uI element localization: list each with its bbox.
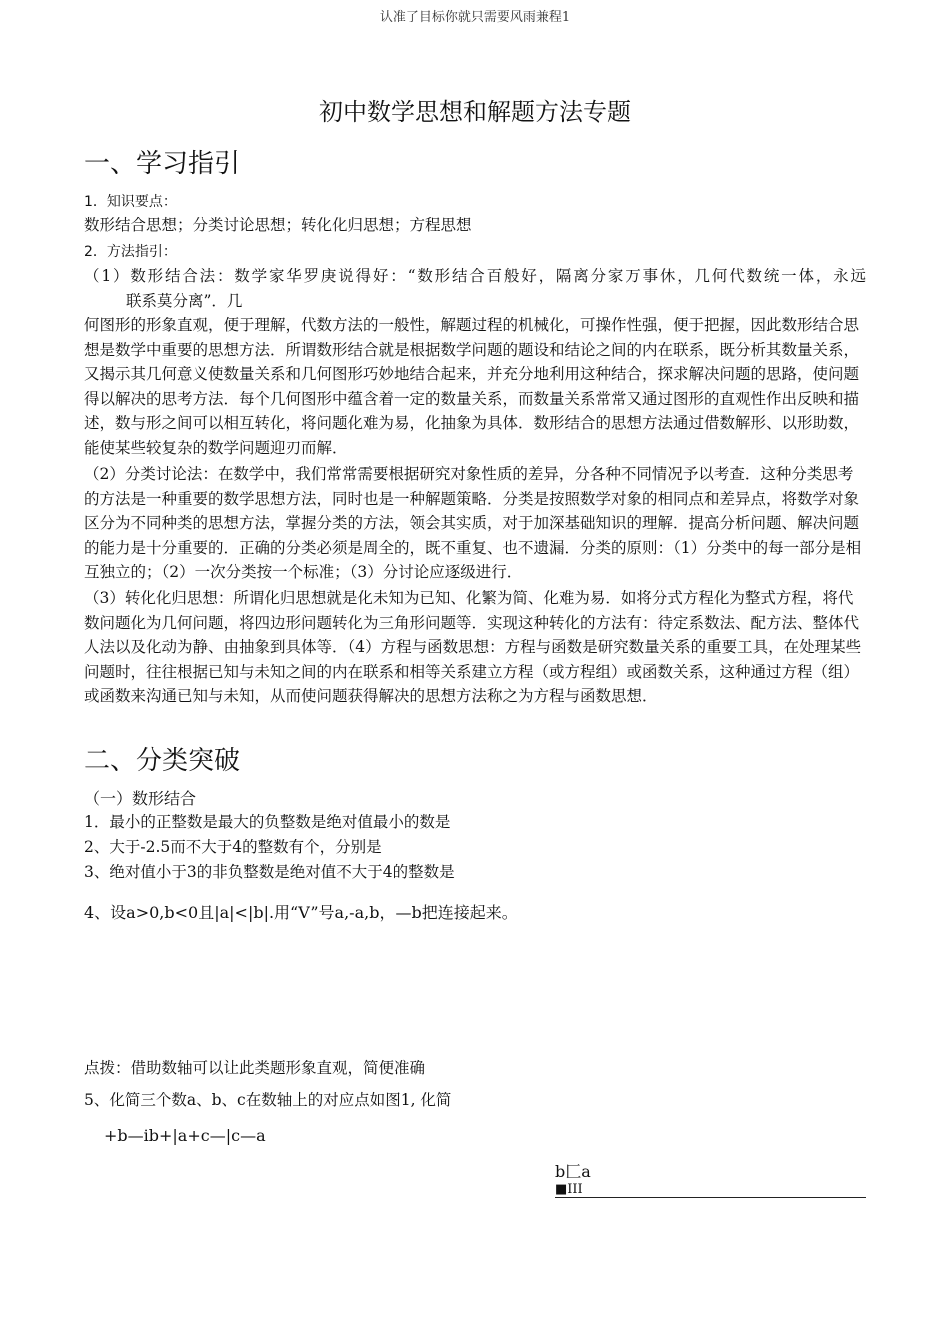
expression: +b—ib+|a+c—|c—a — [104, 1126, 266, 1145]
section-heading-guide: 一、学习指引 — [84, 149, 241, 179]
knowledge-label: 1．知识要点： — [84, 194, 177, 210]
method2-body: （2）分类讨论法：在数学中，我们常常需要根据研究对象性质的差异，分各种不同情况予以考查．这种分类思考的方法是一种重要的数学思想方法，同时也是一种解题策略．分类是按照数学对象的相同点和差异点，将数学对象区分为不同种类的思想方法，掌握分类的方法，领会其实质，对于加深基础知识的理解．提高分析问题、解决问题的能力是十分重要的．正确的分类必须是周全的，既不重复、也不遗漏．分类的原则：（1）分类中的每一部分是相互独立的；（2）一次分类按一个标准；（3）分讨论应逐级进行． — [84, 465, 862, 582]
figure-point-labels: b匚a — [555, 1162, 591, 1181]
method1-body: 何图形的形象直观，便于理解，代数方法的一般性，解题过程的机械化，可操作性强，便于把握，因此数形结合思想是数学中重要的思想方法．所谓数形结合就是根据数学问题的题设和结论之间的内在联系，既分析其数量关系，又揭示其几何意义使数量关系和几何图形巧妙地结合起来，并充分地利用这种结合，探求解决问题的思路，使问题得以解决的思考方法．每个几何图形中蕴含着一定的数量关系，而数量关系常常又通过图形的直观性作出反映和描述，数与形之间可以相互转化，将问题化难为易，化抽象为具体．数形结合的思想方法通过借数解形、以形助数，能使某些较复杂的数学问题迎刃而解． — [84, 316, 860, 457]
knowledge-text: 数形结合思想；分类讨论思想；转化化归思想；方程思想 — [84, 216, 472, 234]
page-header: 认准了目标你就只需要风雨兼程1 — [379, 10, 571, 25]
method1-line1: （1）数形结合法：数学家华罗庚说得好：“数形结合百般好，隔离分家万事休，几何代数统一体，永远 — [84, 267, 866, 285]
number-line-figure — [555, 1162, 866, 1198]
method3-body: （3）转化化归思想：所谓化归思想就是化未知为已知、化繁为简、化难为易．如将分式方程化为整式方程，将代数问题化为几何问题，将四边形问题转化为三角形问题等．实现这种转化的方法有：待定系数法、配方法、整体代人法以及化动为静、由抽象到具体等．（4）方程与函数思想：方程与函数是研究数量关系的重要工具，在处理某些问题时，往往根据已知与未知之间的内在联系和相等关系建立方程（或方程组）或函数关系，这种通过方程（组）或函数来沟通已知与未知，从而使问题获得解决的思想方法称之为方程与函数思想． — [84, 589, 862, 706]
question-4: 4、设a>0,b<0且|a|<|b|.用“V”号a,-a,b，—b把连接起来。 — [84, 903, 518, 922]
method1-line2: 联系莫分离”．几 — [126, 292, 243, 310]
question-1: 1．最小的正整数是最大的负整数是绝对值最小的数是 — [84, 813, 451, 831]
number-line-axis: ■III — [555, 1182, 866, 1198]
question-5: 5、化简三个数a、b、c在数轴上的对应点如图1, 化简 — [84, 1091, 452, 1109]
question-2: 2、大于-2.5而不大于4的整数有个，分别是 — [84, 838, 382, 856]
method-label: 2．方法指引： — [84, 244, 177, 260]
question-3: 3、绝对值小于3的非负整数是绝对值不大于4的整数是 — [84, 863, 455, 881]
page-title: 初中数学思想和解题方法专题 — [319, 98, 631, 126]
section-heading-breakthrough: 二、分类突破 — [84, 746, 241, 776]
hint-text: 点拨：借助数轴可以让此类题形象直观，简便准确 — [84, 1059, 426, 1077]
subsection-heading: （一）数形结合 — [84, 789, 197, 808]
